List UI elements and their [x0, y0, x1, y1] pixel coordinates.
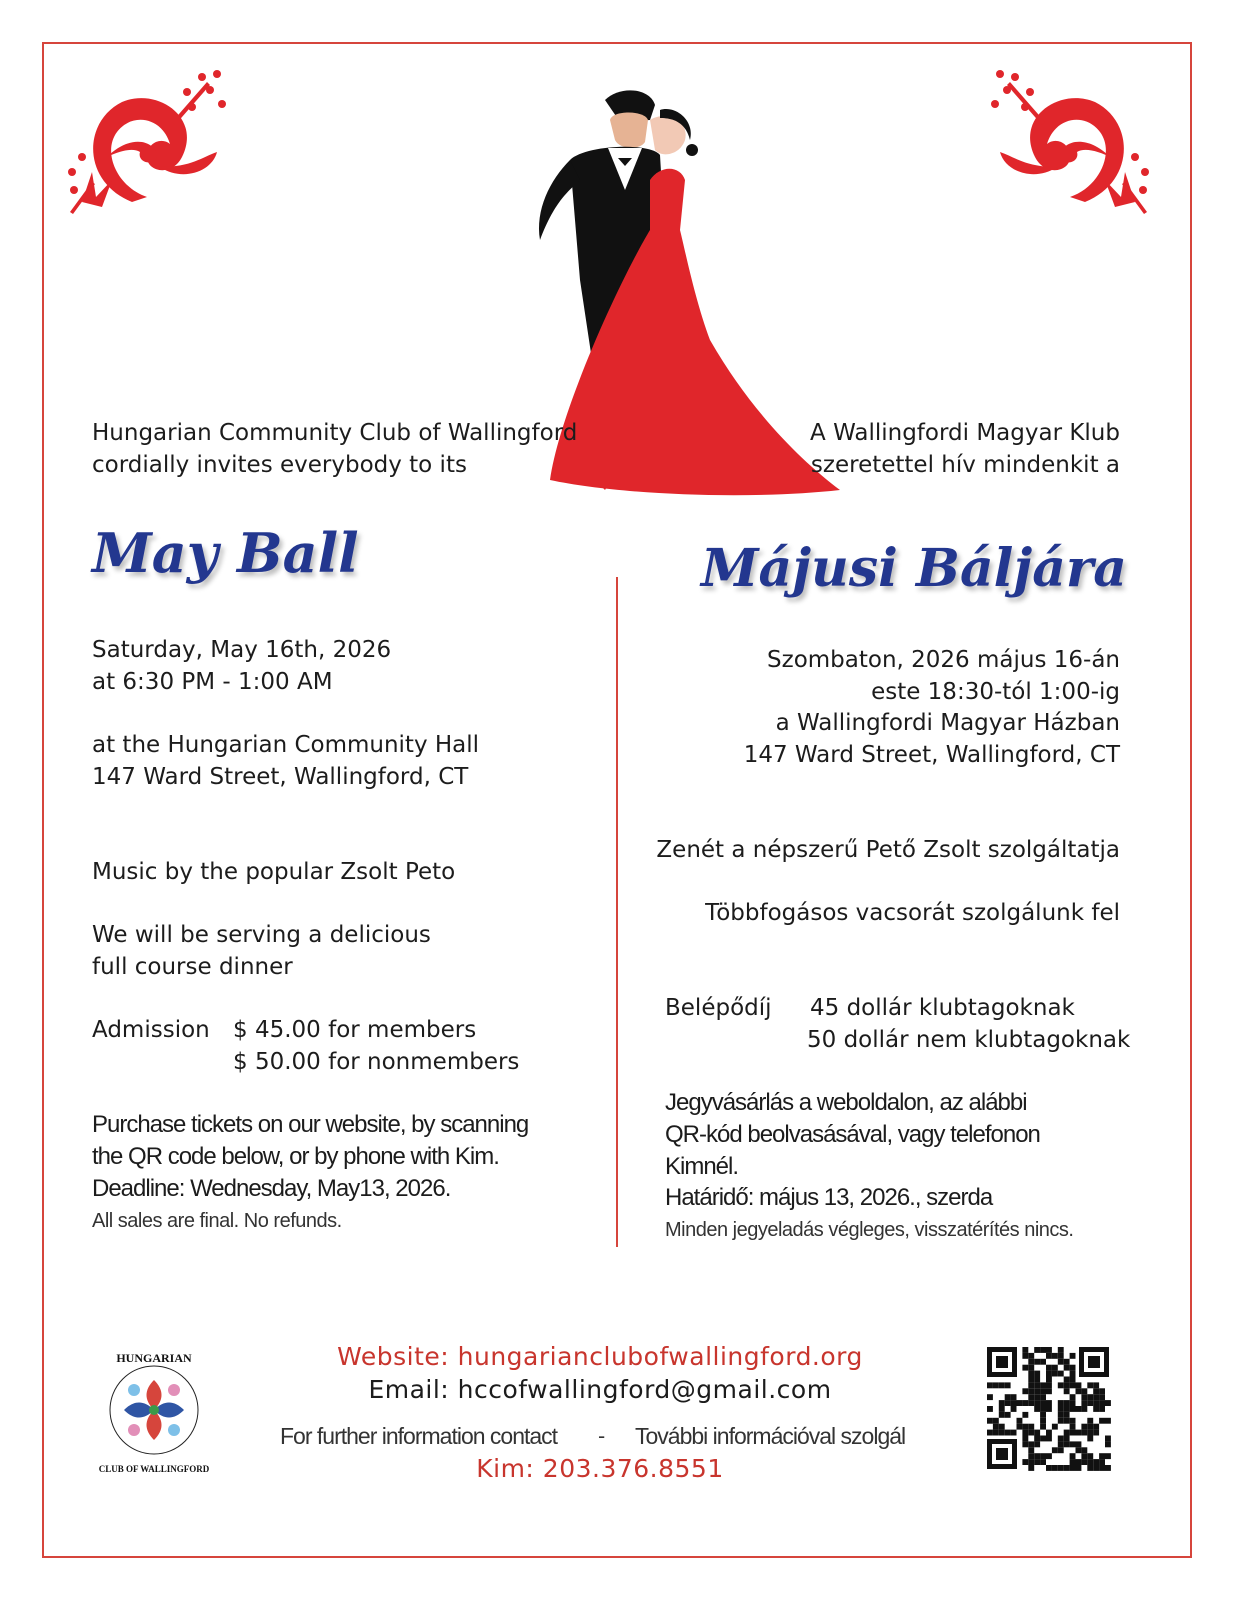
qr-module [1081, 1394, 1087, 1400]
hungarian-price-nonmembers: 50 dollár nem klubtagoknak [807, 1027, 1131, 1053]
qr-module [1034, 1406, 1040, 1412]
qr-module [987, 1406, 993, 1412]
qr-module [1022, 1347, 1028, 1353]
qr-module [1070, 1418, 1076, 1424]
english-date-line2: at 6:30 PM - 1:00 AM [92, 669, 333, 695]
qr-module [1081, 1400, 1087, 1406]
qr-module [1046, 1377, 1052, 1383]
qr-module [1070, 1400, 1076, 1406]
hungarian-dinner: Többfogásos vacsorát szolgálunk fel [705, 900, 1120, 926]
qr-module [1105, 1418, 1111, 1424]
english-dinner-line1: We will be serving a delicious [92, 922, 431, 948]
qr-module [1064, 1436, 1070, 1442]
qr-module [1093, 1394, 1099, 1400]
qr-module [1005, 1412, 1011, 1418]
folk-ornament-left-icon [62, 62, 232, 222]
qr-module [1028, 1465, 1034, 1471]
qr-module [1052, 1371, 1058, 1377]
qr-module [1064, 1412, 1070, 1418]
qr-module [1022, 1424, 1028, 1430]
qr-module [1099, 1394, 1105, 1400]
qr-module [1058, 1347, 1064, 1353]
qr-module [1022, 1459, 1028, 1465]
qr-module [1040, 1347, 1046, 1353]
hungarian-venue-line2: 147 Ward Street, Wallingford, CT [743, 742, 1120, 768]
qr-module [1022, 1388, 1028, 1394]
english-purchase-line1: Purchase tickets on our website, by scanning [92, 1111, 529, 1138]
qr-module [999, 1412, 1005, 1418]
qr-module [1070, 1465, 1076, 1471]
qr-module [1046, 1406, 1052, 1412]
qr-module [1070, 1365, 1076, 1371]
hungarian-purchase-line1: Jegyvásárlás a weboldalon, az alábbi [665, 1089, 1027, 1116]
qr-module [1099, 1388, 1105, 1394]
qr-module [1058, 1359, 1064, 1365]
qr-module [999, 1406, 1005, 1412]
qr-module [1081, 1424, 1087, 1430]
qr-module [1017, 1424, 1023, 1430]
qr-module [1099, 1453, 1105, 1459]
qr-module [1005, 1400, 1011, 1406]
qr-module [1022, 1400, 1028, 1406]
qr-module [1058, 1447, 1064, 1453]
qr-module [1028, 1430, 1034, 1436]
qr-module [1064, 1400, 1070, 1406]
qr-module [1058, 1441, 1064, 1447]
qr-module [1087, 1436, 1093, 1442]
qr-module [1052, 1353, 1058, 1359]
qr-module [1081, 1459, 1087, 1465]
qr-module [1034, 1436, 1040, 1442]
qr-module [1058, 1353, 1064, 1359]
qr-module [1076, 1465, 1082, 1471]
qr-module [1087, 1465, 1093, 1471]
qr-module [1040, 1388, 1046, 1394]
qr-module [1022, 1436, 1028, 1442]
qr-module [1076, 1406, 1082, 1412]
footer-contact-en: For further information contact [280, 1423, 558, 1449]
qr-module [993, 1382, 999, 1388]
qr-module [1005, 1430, 1011, 1436]
qr-module [1064, 1441, 1070, 1447]
qr-module [1087, 1459, 1093, 1465]
qr-module [1028, 1447, 1034, 1453]
qr-module [1052, 1465, 1058, 1471]
qr-module [1040, 1400, 1046, 1406]
qr-module [993, 1424, 999, 1430]
qr-module [1093, 1406, 1099, 1412]
english-intro-line1: Hungarian Community Club of Wallingford [92, 420, 578, 446]
qr-module [1028, 1424, 1034, 1430]
qr-module [1034, 1371, 1040, 1377]
qr-module [1099, 1400, 1105, 1406]
qr-module [1087, 1424, 1093, 1430]
qr-module [1011, 1400, 1017, 1406]
qr-module [1081, 1406, 1087, 1412]
qr-module [1058, 1412, 1064, 1418]
qr-module [1093, 1459, 1099, 1465]
qr-module [1070, 1353, 1076, 1359]
qr-module [1070, 1459, 1076, 1465]
qr-module [1046, 1382, 1052, 1388]
qr-module [1040, 1436, 1046, 1442]
qr-module [1028, 1453, 1034, 1459]
qr-module [1011, 1394, 1017, 1400]
qr-module [1058, 1382, 1064, 1388]
qr-module [987, 1382, 993, 1388]
qr-module [1081, 1447, 1087, 1453]
folk-ornament-right-icon [985, 62, 1155, 222]
qr-module [1040, 1412, 1046, 1418]
qr-module [1046, 1400, 1052, 1406]
footer-contact-hu: További információval szolgál [635, 1423, 906, 1449]
qr-module [1064, 1418, 1070, 1424]
hungarian-date-line1: Szombaton, 2026 május 16-án [767, 647, 1120, 673]
qr-module [1022, 1412, 1028, 1418]
qr-module [1058, 1406, 1064, 1412]
qr-module [1034, 1347, 1040, 1353]
english-purchase-line2: the QR code below, or by phone with Kim. [92, 1143, 499, 1170]
qr-module [1005, 1394, 1011, 1400]
english-dinner-line2: full course dinner [92, 954, 293, 980]
qr-module [1070, 1453, 1076, 1459]
qr-module [1040, 1424, 1046, 1430]
qr-module [1046, 1365, 1052, 1371]
qr-module [1081, 1453, 1087, 1459]
qr-module [1011, 1406, 1017, 1412]
qr-module [1017, 1400, 1023, 1406]
qr-module [993, 1418, 999, 1424]
qr-module [1064, 1377, 1070, 1383]
club-logo-icon [82, 1340, 227, 1480]
qr-module [1034, 1377, 1040, 1383]
qr-module [1028, 1459, 1034, 1465]
qr-module [1093, 1388, 1099, 1394]
qr-module [1076, 1430, 1082, 1436]
qr-module [1040, 1406, 1046, 1412]
qr-module [987, 1418, 993, 1424]
footer-separator: - [598, 1424, 606, 1448]
qr-module [1028, 1371, 1034, 1377]
qr-module [1070, 1382, 1076, 1388]
hungarian-final-note: Minden jegyeladás végleges, visszatérítés nincs. [665, 1219, 1074, 1241]
qr-module [1087, 1394, 1093, 1400]
qr-module [1064, 1365, 1070, 1371]
qr-module [1064, 1382, 1070, 1388]
footer-website: Website: hungarianclubofwallingford.org [337, 1342, 863, 1371]
hungarian-deadline: Határidő: május 13, 2026., szerda [665, 1184, 993, 1211]
qr-module [1093, 1424, 1099, 1430]
qr-module [1070, 1430, 1076, 1436]
qr-module [1028, 1394, 1034, 1400]
qr-module [1105, 1465, 1111, 1471]
qr-module [1076, 1382, 1082, 1388]
qr-module [1034, 1359, 1040, 1365]
qr-module [1034, 1382, 1040, 1388]
qr-module [1099, 1406, 1105, 1412]
qr-module [1022, 1353, 1028, 1359]
qr-module [1064, 1359, 1070, 1365]
english-date-line1: Saturday, May 16th, 2026 [92, 637, 392, 663]
qr-module [1099, 1418, 1105, 1424]
qr-module [1046, 1465, 1052, 1471]
qr-module [1064, 1465, 1070, 1471]
qr-module [1028, 1377, 1034, 1383]
qr-module [1046, 1453, 1052, 1459]
qr-module [1052, 1447, 1058, 1453]
qr-module [1028, 1365, 1034, 1371]
qr-module [1040, 1394, 1046, 1400]
qr-module [1087, 1453, 1093, 1459]
qr-module [1070, 1377, 1076, 1383]
qr-module [1022, 1441, 1028, 1447]
qr-module [1076, 1441, 1082, 1447]
qr-module [1034, 1459, 1040, 1465]
hungarian-purchase-line3: Kimnél. [665, 1153, 739, 1180]
qr-module [1040, 1459, 1046, 1465]
qr-module [999, 1382, 1005, 1388]
english-final-note: All sales are final. No refunds. [92, 1210, 342, 1232]
qr-module [1105, 1441, 1111, 1447]
qr-module [1005, 1382, 1011, 1388]
qr-module [1058, 1418, 1064, 1424]
hungarian-price-members: 45 dollár klubtagoknak [810, 995, 1075, 1021]
qr-module [1076, 1388, 1082, 1394]
column-divider [616, 577, 618, 1247]
qr-module [1028, 1353, 1034, 1359]
qr-module [1070, 1424, 1076, 1430]
qr-module [1058, 1371, 1064, 1377]
english-deadline: Deadline: Wednesday, May13, 2026. [92, 1175, 451, 1202]
qr-module [999, 1430, 1005, 1436]
qr-module [1028, 1400, 1034, 1406]
dancing-couple-icon [500, 80, 860, 520]
qr-module [1028, 1388, 1034, 1394]
qr-module [1087, 1430, 1093, 1436]
qr-module [1087, 1418, 1093, 1424]
qr-module [1046, 1353, 1052, 1359]
qr-module [993, 1430, 999, 1436]
qr-code-icon[interactable] [985, 1345, 1111, 1471]
qr-module [1076, 1447, 1082, 1453]
qr-module [1040, 1418, 1046, 1424]
qr-module [1052, 1424, 1058, 1430]
qr-module [1034, 1388, 1040, 1394]
qr-module [1105, 1400, 1111, 1406]
qr-module [1040, 1453, 1046, 1459]
english-venue-line2: 147 Ward Street, Wallingford, CT [92, 764, 469, 790]
english-music: Music by the popular Zsolt Peto [92, 859, 456, 885]
qr-module [1093, 1465, 1099, 1471]
qr-module [1046, 1436, 1052, 1442]
qr-module [987, 1394, 993, 1400]
hungarian-purchase-line2: QR-kód beolvasásával, vagy telefonon [665, 1121, 1040, 1148]
english-price-nonmembers: $ 50.00 for nonmembers [233, 1049, 520, 1075]
qr-module [987, 1430, 993, 1436]
qr-module [1040, 1359, 1046, 1365]
qr-module [1028, 1359, 1034, 1365]
qr-module [1046, 1371, 1052, 1377]
qr-module [1034, 1400, 1040, 1406]
qr-module [1064, 1388, 1070, 1394]
english-venue-line1: at the Hungarian Community Hall [92, 732, 480, 758]
english-admission-label: Admission [92, 1017, 210, 1043]
qr-module [1034, 1394, 1040, 1400]
qr-module [1070, 1441, 1076, 1447]
qr-module [1087, 1382, 1093, 1388]
hungarian-intro-line2: szeretettel hív mindenkit a [810, 452, 1120, 478]
qr-module [1093, 1400, 1099, 1406]
qr-module [1105, 1436, 1111, 1442]
qr-module [1099, 1459, 1105, 1465]
qr-module [1028, 1382, 1034, 1388]
qr-module [1070, 1406, 1076, 1412]
qr-module [1011, 1430, 1017, 1436]
qr-module [999, 1400, 1005, 1406]
footer-phone: Kim: 203.376.8551 [476, 1454, 724, 1483]
qr-module [1093, 1382, 1099, 1388]
footer-email: Email: hccofwallingford@gmail.com [368, 1375, 832, 1404]
qr-module [1087, 1400, 1093, 1406]
qr-module [1076, 1459, 1082, 1465]
qr-module [1058, 1400, 1064, 1406]
qr-module [1058, 1436, 1064, 1442]
qr-module [1046, 1388, 1052, 1394]
qr-module [1046, 1347, 1052, 1353]
english-price-members: $ 45.00 for members [233, 1017, 477, 1043]
qr-module [1064, 1406, 1070, 1412]
qr-module [1081, 1430, 1087, 1436]
qr-module [1081, 1388, 1087, 1394]
qr-module [1105, 1453, 1111, 1459]
logo-text-top: HUNGARIAN [116, 1351, 192, 1365]
qr-module [1017, 1418, 1023, 1424]
qr-module [1028, 1441, 1034, 1447]
hungarian-intro-line1: A Wallingfordi Magyar Klub [810, 420, 1120, 446]
qr-module [1093, 1430, 1099, 1436]
hungarian-title: Májusi Báljára [700, 538, 1127, 599]
hungarian-music: Zenét a népszerű Pető Zsolt szolgáltatja [656, 837, 1120, 863]
qr-module [1070, 1371, 1076, 1377]
qr-module [1046, 1430, 1052, 1436]
logo-text-bottom: CLUB OF WALLINGFORD [98, 1464, 210, 1474]
qr-module [1058, 1465, 1064, 1471]
english-intro-line2: cordially invites everybody to its [92, 452, 467, 478]
qr-module [1034, 1441, 1040, 1447]
hungarian-admission-label: Belépődíj [665, 995, 772, 1021]
qr-module [1064, 1430, 1070, 1436]
hungarian-date-line2: este 18:30-tól 1:00-ig [871, 679, 1120, 705]
qr-module [1034, 1453, 1040, 1459]
qr-module [1099, 1465, 1105, 1471]
hungarian-venue-line1: a Wallingfordi Magyar Házban [775, 710, 1120, 736]
qr-module [1070, 1394, 1076, 1400]
english-title: May Ball [92, 521, 359, 585]
qr-module [1022, 1430, 1028, 1436]
qr-module [1034, 1430, 1040, 1436]
qr-module [1040, 1382, 1046, 1388]
qr-module [999, 1424, 1005, 1430]
qr-module [1022, 1365, 1028, 1371]
qr-module [1052, 1365, 1058, 1371]
